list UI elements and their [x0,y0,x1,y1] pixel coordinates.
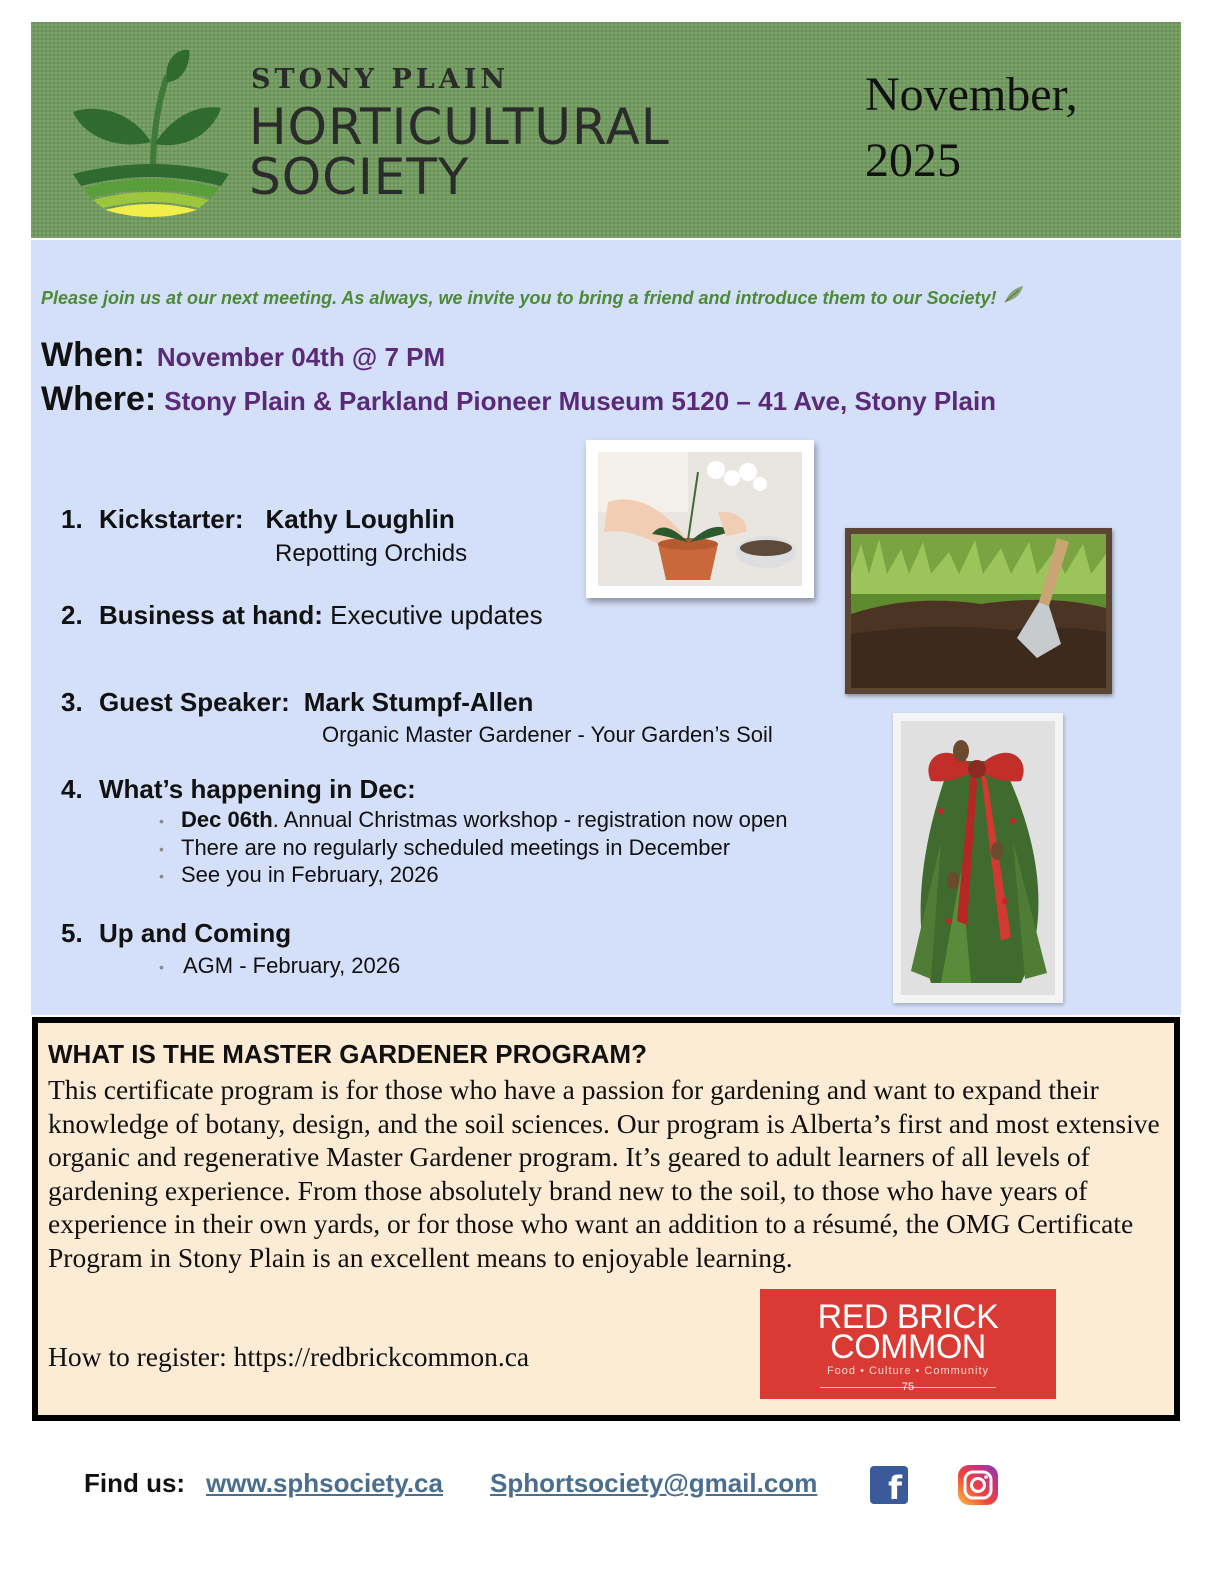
orchid-repotting-photo [586,440,814,598]
agenda-value: Mark Stumpf-Allen [303,687,534,717]
find-us-label: Find us: [84,1468,186,1498]
when-row [41,336,445,375]
agenda-label: Up and Coming [99,918,292,948]
agenda-label: Kickstarter: [99,504,244,534]
issue-year: 2025 [865,134,961,187]
dec-bullet-2-text: There are no regularly scheduled meetings in December [181,835,731,860]
invite-message: Please join us at our next meeting. As always, we invite you to bring a friend and introduce them to our Society! [41,288,997,308]
dec-bullet-3-text: See you in February, 2026 [181,862,439,887]
agenda-number: 1. [61,504,83,534]
sprout-logo-icon [71,46,231,218]
org-name-main [249,98,670,206]
soil-trowel-photo [845,528,1112,694]
header-banner [31,22,1181,238]
instagram-icon[interactable] [957,1464,999,1506]
rbc-logo-line2: COMMON [830,1328,986,1366]
agenda-label: Business at hand: [99,600,323,630]
org-name-line1: STONY PLAIN [251,64,510,95]
org-name-line2: HORTICULTURAL [249,98,670,156]
agenda-item-3-sub: Organic Master Gardener - Your Garden’s Soil [322,722,773,747]
invite-text [41,284,1161,309]
agenda-label: Guest Speaker: [99,687,290,717]
when-value: November 04th @ 7 PM [156,342,446,372]
agenda-item-3 [61,687,533,718]
dec-bullet-3: • See you in February, 2026 [159,862,439,887]
agenda-number: 5. [61,918,83,948]
rbc-logo-line1: RED BRICK [817,1298,999,1336]
agenda-item-1-sub: Repotting Orchids [275,540,468,567]
dec-bullet-1-text: . Annual Christmas workshop - registration now open [272,807,788,832]
upcoming-bullet-1: • AGM - February, 2026 [159,953,401,978]
dec-bullet-1: • Dec 06th. Annual Christmas workshop - registration now open [159,807,788,832]
agenda-value: Executive updates [330,600,543,630]
mg-register-link[interactable]: How to register: https://redbrickcommon.ca [48,1341,530,1372]
agenda-item-5 [61,918,291,949]
dec-bullet-2: • There are no regularly scheduled meetings in December [159,835,731,860]
rbc-logo-badge: 75 [901,1381,915,1393]
agenda-number: 2. [61,600,83,630]
where-value: Stony Plain & Parkland Pioneer Museum 5120 – 41 Ave, Stony Plain [164,386,997,416]
agenda-item-4 [61,774,416,805]
agenda-item-1 [61,504,455,535]
agenda-label: What’s happening in Dec: [99,774,416,804]
email-link[interactable]: Sphortsociety@gmail.com [490,1468,818,1498]
where-label: Where: [41,380,157,418]
agenda-value: Kathy Loughlin [265,504,455,534]
facebook-icon[interactable]: f [870,1466,908,1504]
when-label: When: [41,336,145,374]
master-gardener-box [32,1017,1180,1421]
rbc-logo-tagline: Food • Culture • Community [826,1365,990,1377]
agenda-number: 4. [61,774,83,804]
agenda-number: 3. [61,687,83,717]
red-brick-common-logo [760,1289,1056,1399]
christmas-swag-photo [893,713,1063,1003]
upcoming-bullet-1-text: AGM - February, 2026 [183,953,401,978]
mg-body: This certificate program is for those who have a passion for gardening and want to expand their knowledge of botany, design, and the soil sciences. Our program is Alberta’s first and most extensive organic and regenerative Master Gardener program. It’s geared to adult learners of all levels of gardening experience. From those absolutely brand new to the soil, to those who have years of experience in their own yards, or for those who want an addition to a résumé, the OMG Certificate Program in Stony Plain is an excellent means to enjoyable learning. [48,1074,1160,1273]
agenda-item-2 [61,600,543,631]
issue-month: November, [865,68,1078,121]
dec-bullet-1-date: Dec 06th [181,807,273,832]
mg-title: WHAT IS THE MASTER GARDENER PROGRAM? [48,1039,647,1069]
org-name-line3: SOCIETY [249,148,470,206]
issue-date [865,62,1165,194]
website-link[interactable]: www.sphsociety.ca [206,1468,443,1498]
leaf-icon [1003,284,1025,309]
where-row [41,380,996,419]
